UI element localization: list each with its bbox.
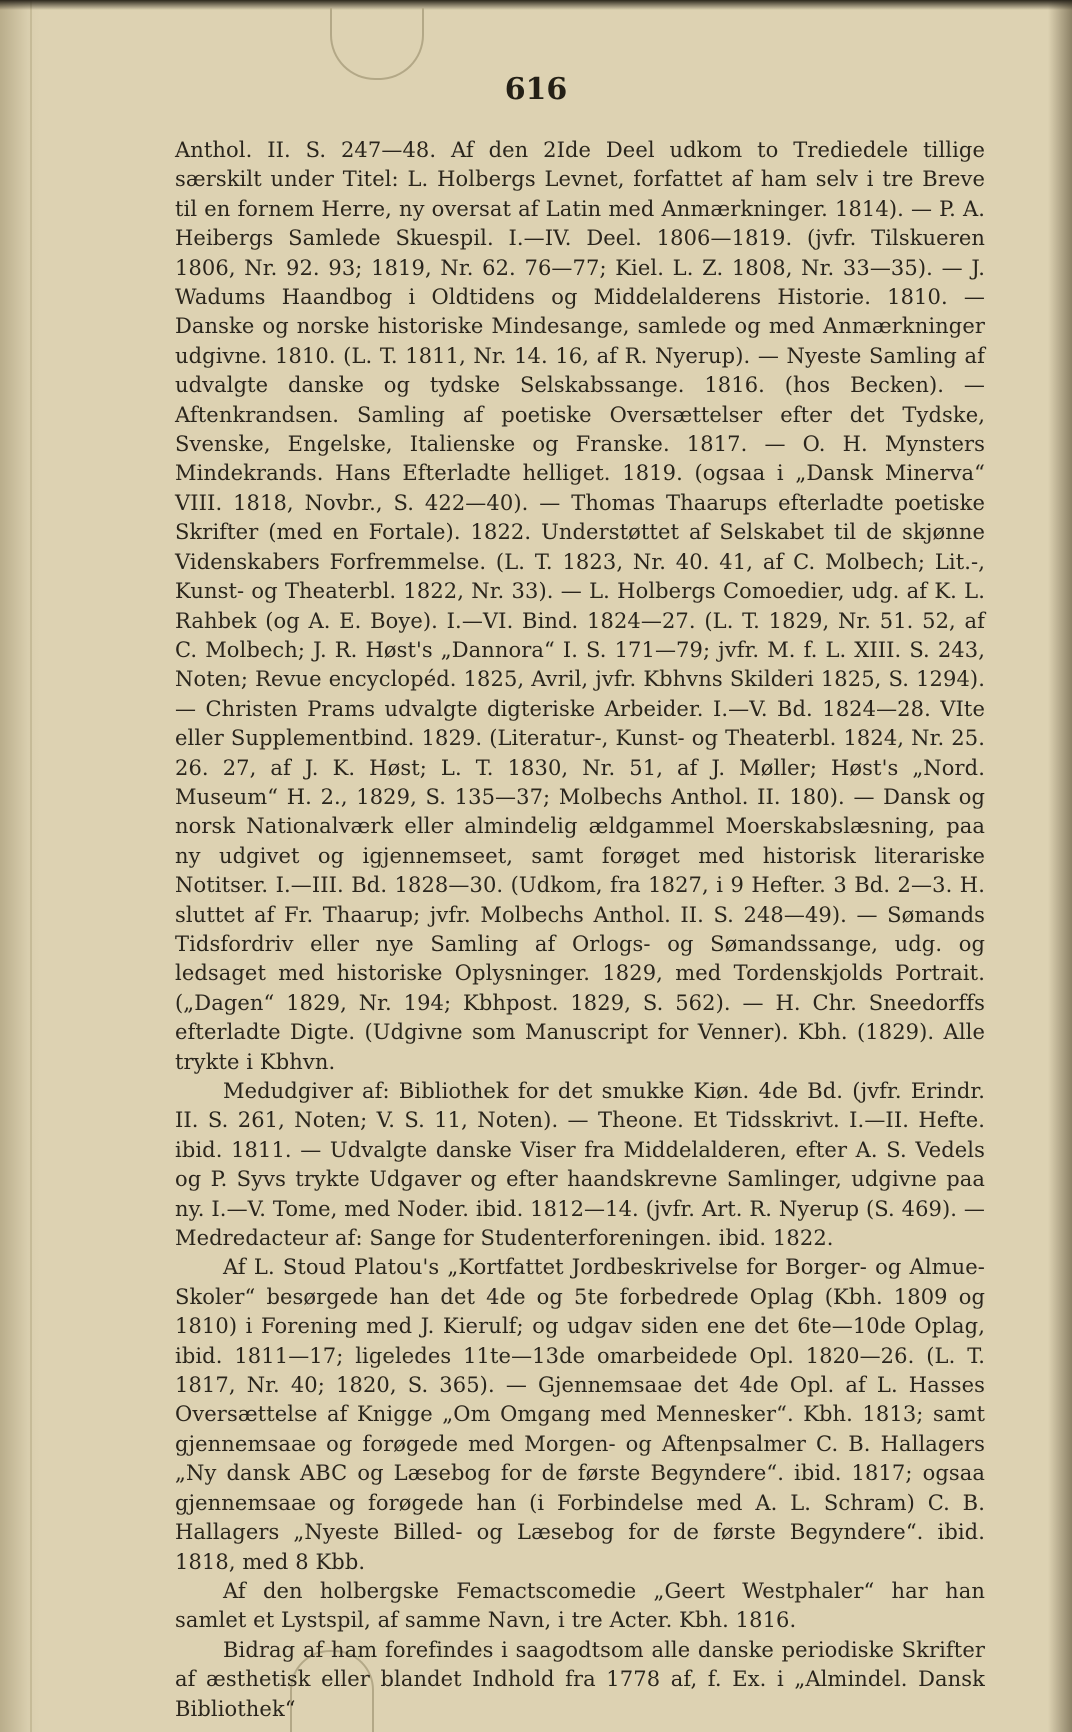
paragraph: Af L. Stoud Platou's „Kortfattet Jordbeskrivelse for Borger- og Almue-Skoler“ besørgede han det 4de og 5te forbedrede Oplag (Kbh. 1809 og 1810) i Forening med J. Kierulf; og udgav siden ene det 6te—10de Oplag, ibid. 1811—17; ligeledes 11te—13de omarbeidede Opl. 1820—26. (L. T. 1817, Nr. 40; 1820, S. 365). — Gjennemsaae det 4de Opl. af L. Hasses Oversættelse af Knigge „Om Omgang med Mennesker“. Kbh. 1813; samt gjennemsaae og forøgede med Morgen- og Aftenpsalmer C. B. Hallagers „Ny dansk ABC og Læsebog for de første Begyndere“. ibid. 1817; ogsaa gjennemsaae og forøgede han (i Forbindelse med A. L. Schram) C. B. Hallagers „Nyeste Billed- og Læsebog for de første Begyndere“. ibid. 1818, med 8 Kbb. (175, 1255, 985, 1574)
clip-mark-top (330, 8, 424, 80)
body-text (175, 136, 985, 1724)
page-fold-line (30, 0, 32, 1732)
page-number: 616 (504, 72, 568, 107)
paragraph: Af den holbergske Femactscomedie „Geert Westphaler“ har han samlet et Lystspil, af samme Navn, i tre Acter. Kbh. 1816. (175, 1578, 985, 1633)
paragraph: Anthol. II. S. 247—48. Af den 2Ide Deel udkom to Trediedele tillige særskilt under Titel: L. Holbergs Levnet, forfattet af ham selv i tre Breve til en fornem Herre, ny oversat af Latin med Anmærkninger. 1814). — P. A. Heibergs Samlede Skuespil. I.—IV. Deel. 1806—1819. (jvfr. Tilskueren 1806, Nr. 92. 93; 1819, Nr. 62. 76—77; Kiel. L. Z. 1808, Nr. 33—35). — J. Wadums Haandbog i Oldtidens og Middelalderens Historie. 1810. — Danske og norske historiske Mindesange, samlede og med Anmærkninger udgivne. 1810. (L. T. 1811, Nr. 14. 16, af R. Nyerup). — Nyeste Samling af udvalgte danske og tydske Selskabssange. 1816. (hos Becken). — Aftenkrandsen. Samling af poetiske Oversættelser efter det Tydske, Svenske, Engelske, Italienske og Franske. 1817. — O. H. Mynsters Mindekrands. Hans Efterladte helliget. 1819. (ogsaa i „Dansk Minerva“ VIII. 1818, Novbr., S. 422—40). — Thomas Thaarups efterladte poetiske Skrifter (med en Fortale). 1822. Understøttet af Selskabet til de skjønne Videnskabers Forfremmelse. (L. T. 1823, Nr. 40. 41, af C. Molbech; Lit.-, Kunst- og Theaterbl. 1822, Nr. 33). — L. Holbergs Comoedier, udg. af K. L. Rahbek (og A. E. Boye). I.—VI. Bind. 1824—27. (L. T. 1829, Nr. 51. 52, af C. Molbech; J. R. Høst's „Dannora“ I. S. 171—79; jvfr. M. f. L. XIII. S. 243, Noten; Revue encyclopéd. 1825, Avril, jvfr. Kbhvns Skilderi 1825, S. 1294). — Christen Prams udvalgte digteriske Arbeider. I.—V. Bd. 1824—28. VIte eller Supplementbind. 1829. (Literatur-, Kunst- og Theaterbl. 1824, Nr. 25. 26. 27, af J. K. Høst; L. T. 1830, Nr. 51, af J. Møller; Høst's „Nord. Museum“ H. 2., 1829, S. 135—37; Molbechs Anthol. II. 180). — Dansk og norsk Nationalværk eller almindelig ældgammel Moerskabslæsning, paa ny udgivet og igjennemseet, samt forøget med historisk literariske Notitser. I.—III. Bd. 1828—30. (Udkom, fra 1827, i 9 Hefter. 3 Bd. 2—3. H. sluttet af Fr. Thaarup; jvfr. Molbechs Anthol. II. S. 248—49). — Sømands Tidsfordriv eller nye Samling af Orlogs- og Sømandssange, udg. og ledsaget med historiske Oplysninger. 1829, med Tordenskjolds Portrait. („Dagen“ 1829, Nr. 194; Kbhpost. 1829, S. 562). — H. Chr. Sneedorffs efterladte Digte. (Udgivne som Manuscript for Venner). Kbh. (1829). Alle trykte i Kbhvn. (175, 138, 985, 1074)
top-edge-shadow (0, 0, 1072, 10)
page-edge-shadow (1048, 0, 1072, 1732)
binding-shadow (0, 0, 40, 1732)
paragraph: Medudgiver af: Bibliothek for det smukke Kiøn. 4de Bd. (jvfr. Erindr. II. S. 261, Noten; V. S. 11, Noten). — Theone. Et Tidsskrivt. I.—II. Hefte. ibid. 1811. — Udvalgte danske Viser fra Middelalderen, efter A. S. Vedels og P. Syvs trykte Udgaver og efter haandskrevne Samlinger, udgivne paa ny. I.—V. Tome, med Noder. ibid. 1812—14. (jvfr. Art. R. Nyerup (S. 469). — Medredacteur af: Sange for Studenterforeningen. ibid. 1822. (175, 1079, 985, 1251)
paragraph: Bidrag af ham forefindes i saagodtsom alle danske periodiske Skrifter af æsthetisk eller blandet Indhold fra 1778 af, f. Ex. i „Almindel. Dansk Bibliothek“ (175, 1637, 985, 1721)
